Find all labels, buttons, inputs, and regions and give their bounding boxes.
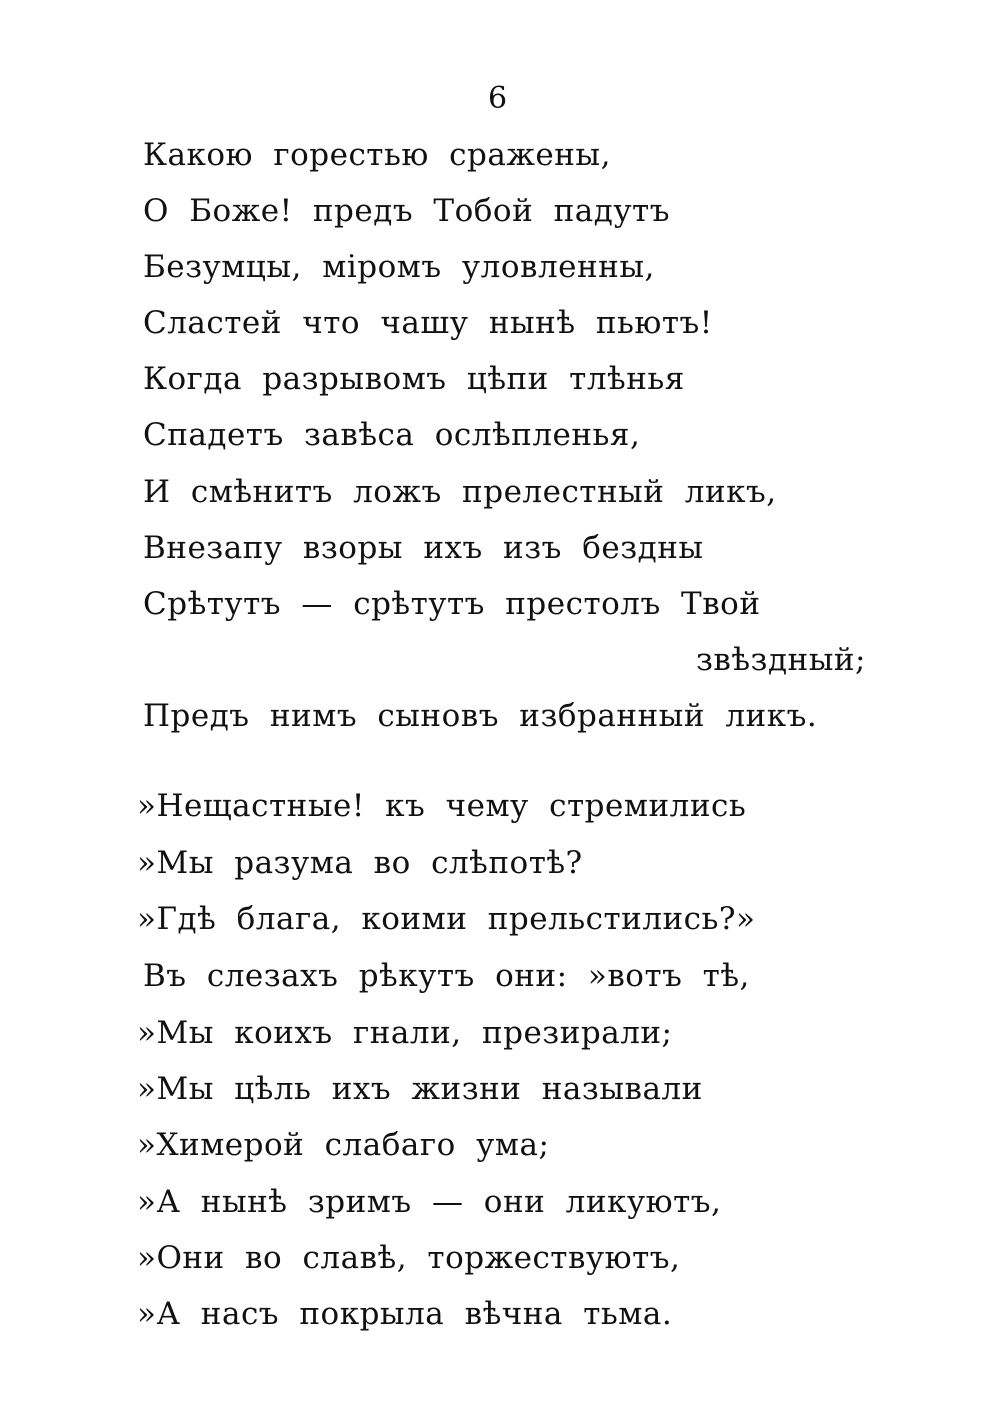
verse-line: »А насъ покрыла вѣчна тьма. <box>137 1296 673 1332</box>
verse-line: »Мы цѣль ихъ жизни называли <box>137 1071 703 1107</box>
verse-line: Внезапу взоры ихъ изъ бездны <box>143 530 704 566</box>
verse-line: И смѣнитъ ложъ прелестный ликъ, <box>143 474 777 510</box>
verse-line: »А нынѣ зримъ — они ликуютъ, <box>137 1184 722 1220</box>
verse-line: О Боже! предъ Тобой падутъ <box>143 193 670 229</box>
verse-line: »Мы разума во слѣпотѣ? <box>137 845 583 881</box>
verse-line: »Они во славѣ, торжествуютъ, <box>137 1240 681 1276</box>
verse-line: Когда разрывомъ цѣпи тлѣнья <box>143 361 685 397</box>
verse-line: Срѣтутъ — срѣтутъ престолъ Твой <box>143 586 761 622</box>
verse-line: Въ слезахъ рѣкутъ они: »вотъ тѣ, <box>143 958 750 994</box>
verse-line: Предъ нимъ сыновъ избранный ликъ. <box>143 698 818 734</box>
verse-line: »Химерой слабаго ума; <box>137 1127 550 1163</box>
verse-line: Какою горестью сражены, <box>143 137 611 173</box>
verse-line: Спадетъ завѣса ослѣпленья, <box>143 417 641 453</box>
verse-line: »Гдѣ блага, коими прельстились?» <box>137 901 756 937</box>
page-number: 6 <box>488 81 508 116</box>
verse-line: Безумцы, міромъ уловленны, <box>143 249 655 285</box>
verse-line: »Нещастные! къ чему стремились <box>137 788 747 824</box>
verse-line: »Мы коихъ гнали, презирали; <box>137 1015 673 1051</box>
verse-line: Сластей что чашу нынѣ пьютъ! <box>143 305 713 341</box>
verse-line-continuation: звѣздный; <box>696 642 866 678</box>
